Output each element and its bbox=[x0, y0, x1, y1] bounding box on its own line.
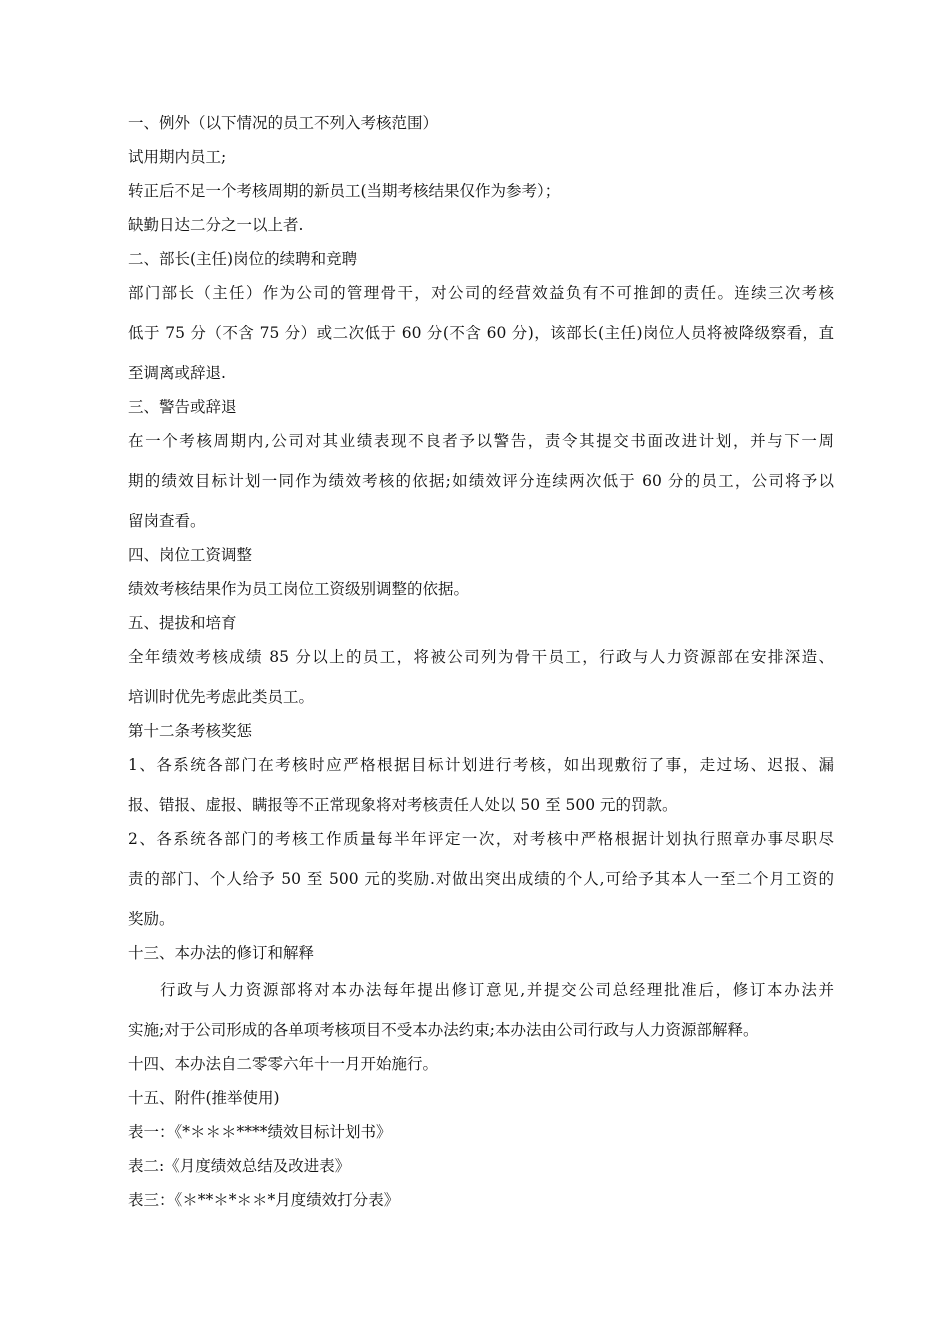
section-heading-warning: 三、警告或辞退 bbox=[128, 398, 237, 416]
text-line: 行政与人力资源部将对本办法每年提出修订意见,并提交公司总经理批准后，修订本办法并 bbox=[160, 981, 834, 999]
text-line: 责的部门、个人给予 50 至 500 元的奖励.对做出突出成绩的个人,可给予其本人一至二个月工资的 bbox=[128, 870, 834, 888]
attachment-item: 表二:《月度绩效总结及改进表》 bbox=[128, 1157, 351, 1175]
text-line: 部门部长（主任）作为公司的管理骨干，对公司的经营效益负有不可推卸的责任。连续三次考核 bbox=[128, 284, 834, 302]
text-line: 至调离或辞退. bbox=[128, 364, 226, 382]
text-line: 期的绩效目标计划一同作为绩效考核的依据;如绩效评分连续两次低于 60 分的员工，公司将予以 bbox=[128, 472, 834, 490]
text-line: 实施;对于公司形成的各单项考核项目不受本办法约束;本办法由公司行政与人力资源部解释。 bbox=[128, 1021, 759, 1039]
text-line: 转正后不足一个考核周期的新员工(当期考核结果仅作为参考）； bbox=[128, 182, 561, 200]
text-line: 缺勤日达二分之一以上者. bbox=[128, 216, 304, 234]
section-heading-effective-date: 十四、本办法自二零零六年十一月开始施行。 bbox=[128, 1055, 439, 1073]
article-heading-rewards: 第十二条考核奖惩 bbox=[128, 722, 253, 740]
text-line: 奖励。 bbox=[128, 910, 175, 928]
section-heading-exceptions: 一、例外（以下情况的员工不列入考核范围） bbox=[128, 114, 439, 132]
section-heading-promotion: 五、提拔和培育 bbox=[128, 614, 237, 632]
text-line: 绩效考核结果作为员工岗位工资级别调整的依据。 bbox=[128, 580, 470, 598]
attachment-item: 表一：《*＊＊＊****绩效目标计划书》 bbox=[128, 1123, 392, 1141]
text-line: 低于 75 分（不含 75 分）或二次低于 60 分(不含 60 分)，该部长(主任)岗位人员将被降级察看，直 bbox=[128, 324, 834, 342]
text-line: 1、各系统各部门在考核时应严格根据目标计划进行考核，如出现敷衍了事，走过场、迟报、漏 bbox=[128, 756, 834, 774]
text-line: 报、错报、虚报、瞒报等不正常现象将对考核责任人处以 50 至 500 元的罚款。 bbox=[128, 796, 678, 814]
text-line: 全年绩效考核成绩 85 分以上的员工，将被公司列为骨干员工，行政与人力资源部在安排深造、 bbox=[128, 648, 834, 666]
section-heading-revision: 十三、本办法的修订和解释 bbox=[128, 944, 315, 962]
attachment-item: 表三：《＊**＊*＊＊*月度绩效打分表》 bbox=[128, 1191, 400, 1209]
text-line: 2、各系统各部门的考核工作质量每半年评定一次，对考核中严格根据计划执行照章办事尽职尽 bbox=[128, 830, 834, 848]
text-line: 在一个考核周期内,公司对其业绩表现不良者予以警告，责令其提交书面改进计划，并与下一周 bbox=[128, 432, 834, 450]
document-page bbox=[128, 113, 834, 1211]
section-heading-reappointment: 二、部长(主任)岗位的续聘和竞聘 bbox=[128, 250, 358, 268]
text-line: 培训时优先考虑此类员工。 bbox=[128, 688, 315, 706]
section-heading-salary: 四、岗位工资调整 bbox=[128, 546, 253, 564]
text-line: 试用期内员工; bbox=[128, 148, 227, 166]
text-line: 留岗查看。 bbox=[128, 512, 206, 530]
section-heading-attachments: 十五、附件(推举使用) bbox=[128, 1089, 280, 1107]
